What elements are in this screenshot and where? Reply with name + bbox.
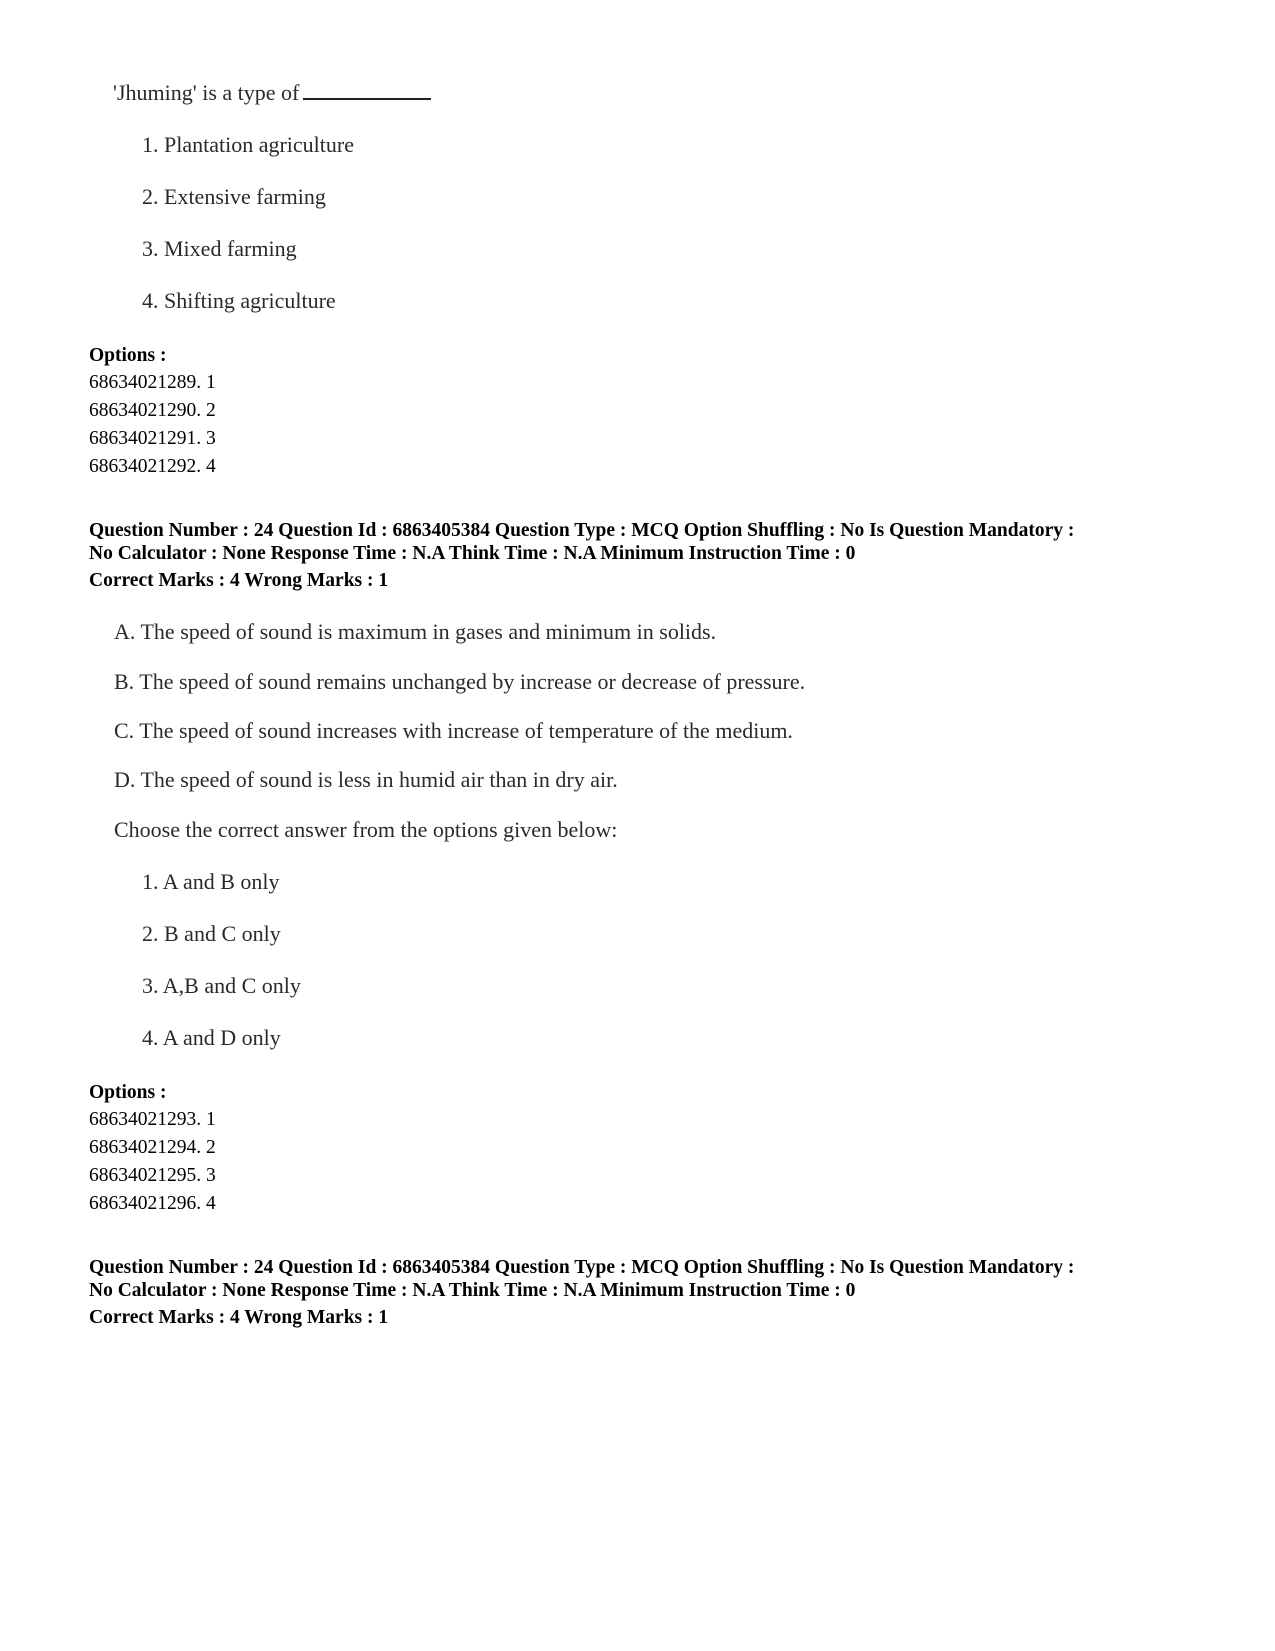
question-meta-line-2: No Calculator : None Response Time : N.A Think Time : N.A Minimum Instruction Time : 0: [89, 543, 856, 564]
options-label: Options :: [89, 345, 167, 366]
instruction-text: Choose the correct answer from the options given below:: [114, 817, 618, 842]
statement-a: A. The speed of sound is maximum in gases and minimum in solids.: [114, 619, 717, 644]
answer-choice-4: 4. A and D only: [142, 1025, 281, 1050]
question-meta-line-1: Question Number : 24 Question Id : 6863405384 Question Type : MCQ Option Shuffling : No Is Question Mandatory :: [89, 520, 1075, 541]
option-id-3: 68634021295. 3: [89, 1165, 216, 1186]
option-id-4: 68634021296. 4: [89, 1193, 216, 1214]
statement-d: D. The speed of sound is less in humid air than in dry air.: [114, 767, 618, 792]
marks-line: Correct Marks : 4 Wrong Marks : 1: [89, 1307, 389, 1328]
question-text: [113, 80, 431, 106]
option-id-1: 68634021293. 1: [89, 1109, 216, 1130]
answer-blank: [303, 80, 431, 100]
answer-choice-2: 2. Extensive farming: [142, 184, 326, 209]
options-label: Options :: [89, 1082, 167, 1103]
statement-c: C. The speed of sound increases with increase of temperature of the medium.: [114, 718, 793, 743]
answer-choice-2: 2. B and C only: [142, 921, 281, 946]
option-id-2: 68634021290. 2: [89, 400, 216, 421]
option-id-1: 68634021289. 1: [89, 372, 216, 393]
question-meta-line-1: Question Number : 24 Question Id : 6863405384 Question Type : MCQ Option Shuffling : No Is Question Mandatory :: [89, 1257, 1075, 1278]
answer-choice-1: 1. Plantation agriculture: [142, 132, 354, 157]
answer-choice-1: 1. A and B only: [142, 869, 280, 894]
option-id-2: 68634021294. 2: [89, 1137, 216, 1158]
answer-choice-3: 3. Mixed farming: [142, 236, 297, 261]
option-id-3: 68634021291. 3: [89, 428, 216, 449]
answer-choice-3: 3. A,B and C only: [142, 973, 301, 998]
question-text-label: 'Jhuming' is a type of: [113, 80, 300, 105]
option-id-4: 68634021292. 4: [89, 456, 216, 477]
answer-choice-4: 4. Shifting agriculture: [142, 288, 336, 313]
statement-b: B. The speed of sound remains unchanged by increase or decrease of pressure.: [114, 669, 806, 694]
question-meta-line-2: No Calculator : None Response Time : N.A Think Time : N.A Minimum Instruction Time : 0: [89, 1280, 856, 1301]
marks-line: Correct Marks : 4 Wrong Marks : 1: [89, 570, 389, 591]
